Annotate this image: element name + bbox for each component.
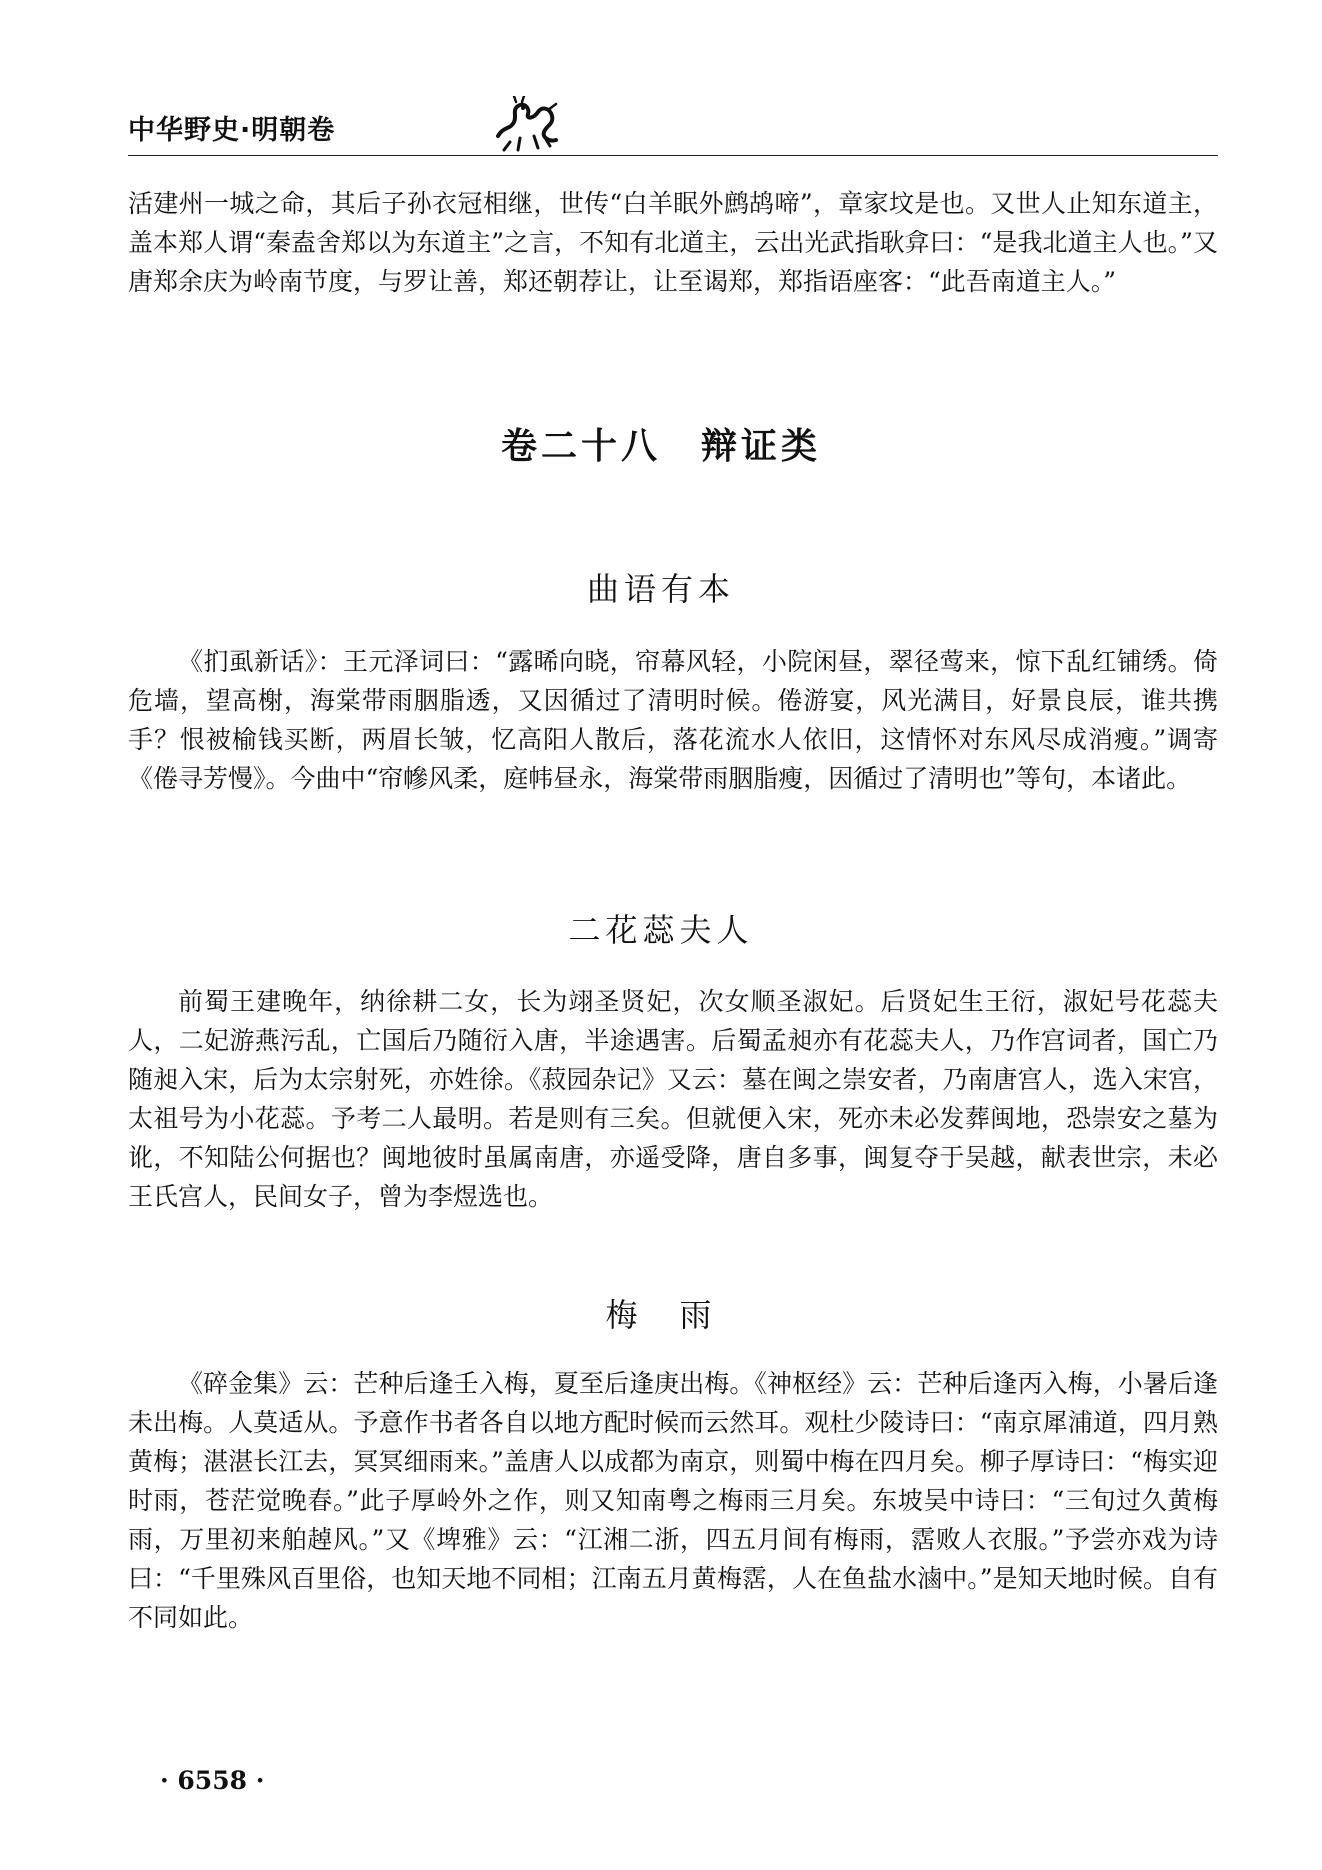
section-title-1: 曲语有本: [586, 570, 735, 608]
chapter-title: 卷二十八 辩证类: [500, 426, 821, 467]
page-number: · 6558 ·: [160, 1766, 265, 1795]
series-title: 中华野史·明朝卷: [128, 115, 336, 146]
running-head: [128, 108, 335, 147]
section-paragraph-3: [128, 1364, 1218, 1637]
section-text-2: 前蜀王建晚年，纳徐耕二女，长为翊圣贤妃，次女顺圣淑妃。后贤妃生王衍，淑妃号花蕊夫人，二妃游燕污乱，亡国后乃随衍入唐，半途遇害。后蜀孟昶亦有花蕊夫人，乃作宫词者，国亡乃随昶入宋，后为太宗射死，亦姓徐。《菽园杂记》又云：墓在闽之崇安者，乃南唐宫人，选入宋宫，太祖号为小花蕊。予考二人最明。若是则有三矣。但就便入宋，死亦未必发葬闽地，恐崇安之墓为讹，不知陆公何据也？闽地彼时虽属南唐，亦遥受降，唐自多事，闽复夺于吴越，献表世宗，未必王氏宫人，民间女子，曾为李煜选也。: [128, 987, 1218, 1211]
section-title-3: 梅 雨: [605, 1296, 717, 1334]
section-paragraph-2: [128, 982, 1218, 1216]
continuation-text: 活建州一城之命，其后子孙衣冠相继，世传“白羊眠外鹧鸪啼”，章家坟是也。又世人止知东道主，盖本郑人谓“秦盍舍郑以为东道主”之言，不知有北道主，云出光武指耿弇曰：“是我北道主人也。”又唐郑余庆为岭南节度，与罗让善，郑还朝荐让，让至谒郑，郑指语座客：“此吾南道主人。”: [128, 189, 1218, 296]
section-title-2: 二花蕊夫人: [568, 911, 754, 949]
continuation-paragraph: [128, 184, 1218, 301]
header-rule: [128, 155, 1218, 156]
section-text-3: 《碎金集》云：芒种后逢壬入梅，夏至后逢庚出梅。《神枢经》云：芒种后逢丙入梅，小暑后逢未出梅。人莫适从。予意作书者各自以地方配时候而云然耳。观杜少陵诗曰：“南京犀浦道，四月熟黄梅；湛湛长江去，冥冥细雨来。”盖唐人以成都为南京，则蜀中梅在四月矣。柳子厚诗曰：“梅实迎时雨，苍茫觉晚春。”此子厚岭外之作，则又知南粤之梅雨三月矣。东坡吴中诗曰：“三旬过久黄梅雨，万里初来舶趠风。”又《埤雅》云：“江湘二浙，四五月间有梅雨，霑败人衣服。”予尝亦戏为诗曰：“千里殊风百里俗，也知天地不同相；江南五月黄梅霑，人在鱼盐水滷中。”是知天地时候。自有不同如此。: [128, 1369, 1218, 1632]
section-text-1: 《扪虱新话》：王元泽词曰：“露晞向晓，帘幕风轻，小院闲昼，翠径莺来，惊下乱红铺绣。倚危墙，望高榭，海棠带雨胭脂透，又因循过了清明时候。倦游宴，风光满目，好景良辰，谁共携手？恨被榆钱买断，两眉长皱，忆高阳人散后，落花流水人依旧，这情怀对东风尽成消瘦。”调寄《倦寻芳慢》。今曲中“帘幓风柔，庭帏昼永，海棠带雨胭脂瘦，因循过了清明也”等句，本诸此。: [128, 647, 1218, 793]
dragon-icon: [490, 96, 562, 152]
section-paragraph-1: [128, 642, 1218, 798]
